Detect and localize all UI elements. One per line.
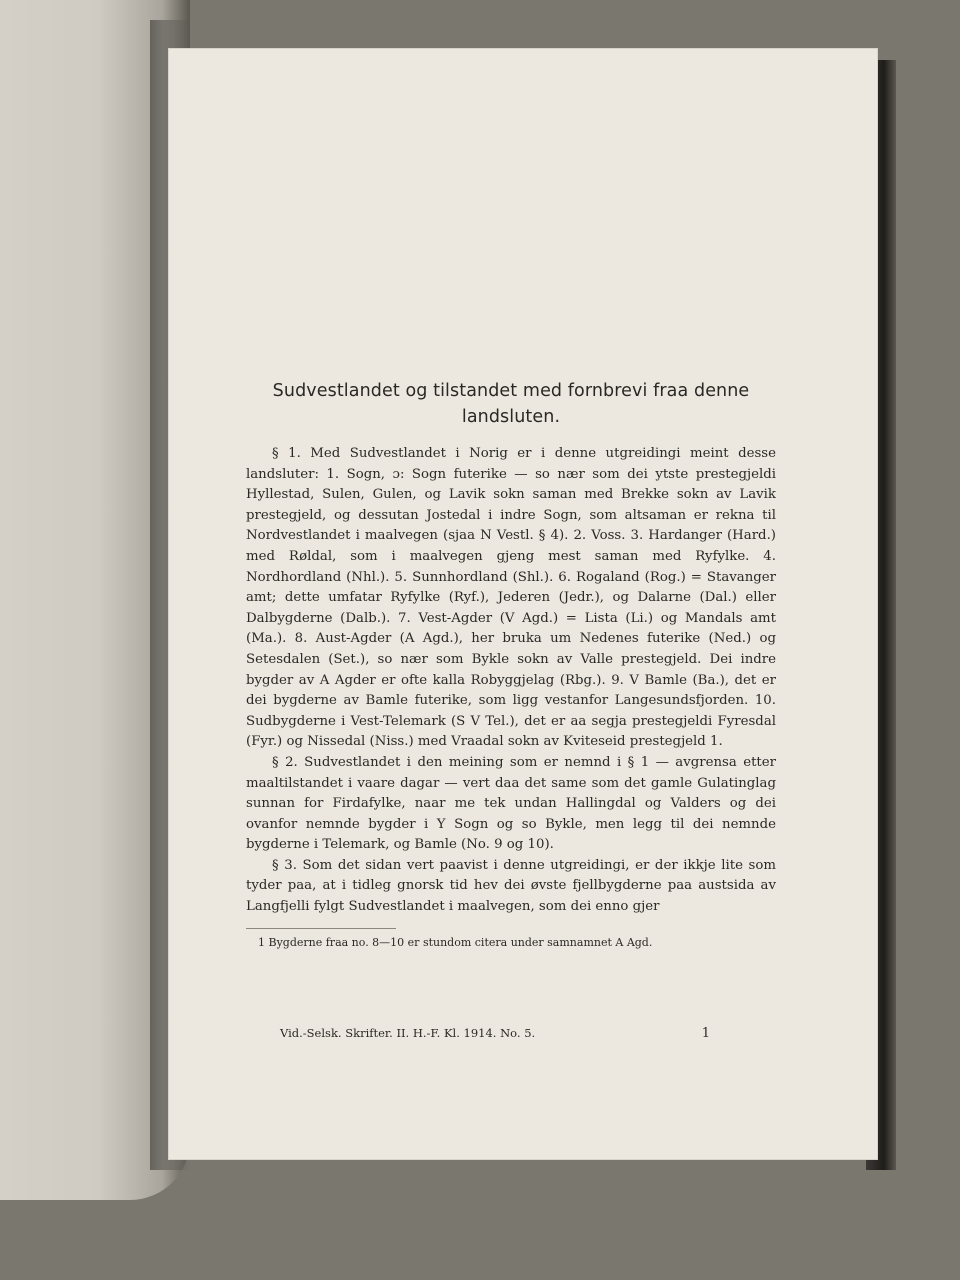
page-content (246, 378, 776, 951)
footnote-divider (246, 928, 396, 929)
paragraph-section-1: § 1. Med Sudvestlandet i Norig er i denne utgreidingi meint desse landsluter: 1. Sogn, ɔ: Sogn futerike — so nær som dei ytste prestegjeldi Hyllestad, Sulen, Gulen, og Lavik sokn saman med Brekke sokn av Lavik prestegjeld, og dessutan Jostedal i indre Sogn, som altsaman er rekna til Nordvestlandet i maalvegen (sjaa N Vestl. § 4). 2. Voss. 3. Hardanger (Hard.) med Røldal, som i maalvegen gjeng mest saman med Ryfylke. 4. Nordhordland (Nhl.). 5. Sunnhordland (Shl.). 6. Rogaland (Rog.) = Stavanger amt; dette umfatar Ryfylke (Ryf.), Jederen (Jedr.), og Dalarne (Dal.) eller Dalbygderne (Dalb.). 7. Vest-Agder (V Agd.) = Lista (Li.) og Mandals amt (Ma.). 8. Aust-Agder (A Agd.), her bruka um Nedenes futerike (Ned.) og Setesdalen (Set.), so nær som Bykle sokn av Valle prestegjeld. Dei indre bygder av A Agder er ofte kalla Robyggjelag (Rbg.). 9. V Bamle (Ba.), det er dei bygderne av Bamle futerike, som ligg vestanfor Langesundsfjorden. 10. Sudbygderne i Vest-Telemark (S V Tel.), det er aa segja prestegjeldi Fyresdal (Fyr.) og Nissedal (Niss.) med Vraadal sokn av Kviteseid prestegjeld 1. (246, 446, 776, 750)
footer-citation: Vid.-Selsk. Skrifter. II. H.-F. Kl. 1914. No. 5. (280, 1026, 536, 1040)
page-number: 1 (701, 1026, 710, 1041)
chapter-title: Sudvestlandet og tilstandet med fornbrevi fraa denne landsluten. (272, 381, 750, 427)
footnote: 1 Bygderne fraa no. 8—10 er stundom citera under samnamnet A Agd. (258, 935, 653, 949)
paragraph-section-3: § 3. Som det sidan vert paavist i denne utgreidingi, er der ikkje lite som tyder paa, at i tidleg gnorsk tid hev dei øvste fjellbygderne paa austsida av Langfjelli fylgt Sudvestlandet i maalvegen, som dei enno gjer (246, 857, 776, 915)
right-page (168, 48, 878, 1160)
paragraph-section-2: § 2. Sudvestlandet i den meining som er nemnd i § 1 — avgrensa etter maaltilstandet i vaare dagar — vert daa det same som det gamle Gulatinglag sunnan for Firdafylke, naar me tek undan Hallingdal og Valders og dei ovanfor nemnde bygder i Y Sogn og so Bykle, men legg til dei nemnde bygderne i Telemark, og Bamle (No. 9 og 10). (246, 754, 776, 853)
page-footer (280, 1026, 710, 1041)
